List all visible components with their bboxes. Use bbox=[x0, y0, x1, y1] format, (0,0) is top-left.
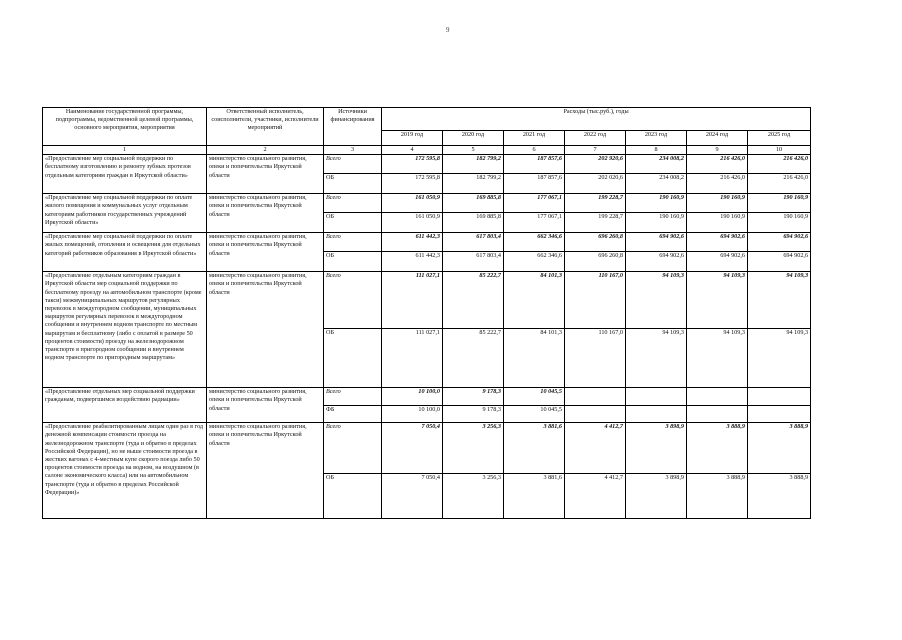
total-value: 694 902,6 bbox=[626, 233, 687, 252]
total-value: 177 067,1 bbox=[504, 194, 565, 213]
total-value: 182 799,2 bbox=[443, 155, 504, 174]
source-value: 110 167,0 bbox=[565, 329, 626, 388]
header-year: 2024 год bbox=[687, 131, 748, 146]
column-number: 6 bbox=[504, 146, 565, 155]
source-value: 182 799,2 bbox=[443, 174, 504, 194]
source-value: 234 008,2 bbox=[626, 174, 687, 194]
budget-table bbox=[42, 107, 811, 519]
header-responsible: Ответственный исполнитель, соисполнители, участники, исполнители мероприятий bbox=[207, 108, 324, 146]
source-value: 199 228,7 bbox=[565, 213, 626, 233]
responsible-executor: министерство социального развития, опеки и попечительства Иркутской области bbox=[207, 388, 324, 423]
source-value: 161 050,9 bbox=[382, 213, 443, 233]
source-label: ОБ bbox=[324, 252, 382, 272]
total-value: 161 050,9 bbox=[382, 194, 443, 213]
total-value: 3 888,9 bbox=[748, 423, 811, 474]
table-row bbox=[43, 388, 811, 406]
total-value: 3 888,9 bbox=[687, 423, 748, 474]
responsible-executor: министерство социального развития, опеки и попечительства Иркутской области bbox=[207, 233, 324, 272]
column-number: 9 bbox=[687, 146, 748, 155]
source-value: 202 020,6 bbox=[565, 174, 626, 194]
header-year: 2020 год bbox=[443, 131, 504, 146]
column-number: 4 bbox=[382, 146, 443, 155]
header-expenses: Расходы (тыс.руб.), годы bbox=[382, 108, 811, 131]
total-value: 3 256,3 bbox=[443, 423, 504, 474]
source-total-label: Всего bbox=[324, 423, 382, 474]
source-value: 94 109,3 bbox=[748, 329, 811, 388]
responsible-executor: министерство социального развития, опеки и попечительства Иркутской области bbox=[207, 423, 324, 519]
total-value: 199 228,7 bbox=[565, 194, 626, 213]
source-value: 216 426,0 bbox=[748, 174, 811, 194]
total-value: 662 346,6 bbox=[504, 233, 565, 252]
total-value bbox=[626, 388, 687, 406]
source-value: 169 885,8 bbox=[443, 213, 504, 233]
page-number: 9 bbox=[446, 26, 450, 34]
total-value: 10 100,0 bbox=[382, 388, 443, 406]
source-value: 3 881,6 bbox=[504, 474, 565, 519]
source-value: 7 050,4 bbox=[382, 474, 443, 519]
source-value: 662 346,6 bbox=[504, 252, 565, 272]
total-value: 3 881,6 bbox=[504, 423, 565, 474]
column-number: 5 bbox=[443, 146, 504, 155]
source-value: 94 109,3 bbox=[687, 329, 748, 388]
total-value: 190 160,9 bbox=[626, 194, 687, 213]
total-value: 611 442,3 bbox=[382, 233, 443, 252]
responsible-executor: министерство социального развития, опеки и попечительства Иркутской области bbox=[207, 194, 324, 233]
total-value: 187 857,6 bbox=[504, 155, 565, 174]
column-number: 1 bbox=[43, 146, 207, 155]
measure-name: «Предоставление реабилитированным лицам один раз в год денежной компенсации стоимости проезда на железнодорожном транспорте (туда и обратно в пределах Российской Федерации), но не выше стоимости проезда в жестких вагонах с 4-местным купе скорого поезда либо 50 процентов стоимости проезда на водном, на воздушном (в салоне экономического класса) или на автомобильном транспорте (туда и обратно в пределах Российской Федерации)» bbox=[43, 423, 207, 519]
total-value: 94 109,3 bbox=[626, 272, 687, 329]
source-value bbox=[565, 406, 626, 423]
total-value bbox=[748, 388, 811, 406]
total-value: 94 109,3 bbox=[748, 272, 811, 329]
total-value: 4 412,7 bbox=[565, 423, 626, 474]
source-value: 611 442,3 bbox=[382, 252, 443, 272]
source-value: 85 222,7 bbox=[443, 329, 504, 388]
source-value: 3 898,9 bbox=[626, 474, 687, 519]
total-value: 696 260,8 bbox=[565, 233, 626, 252]
source-value: 617 803,4 bbox=[443, 252, 504, 272]
source-value: 172 595,8 bbox=[382, 174, 443, 194]
source-label: ОБ bbox=[324, 474, 382, 519]
total-value: 190 160,9 bbox=[748, 194, 811, 213]
source-value: 10 045,5 bbox=[504, 406, 565, 423]
table-row bbox=[43, 233, 811, 252]
total-value: 85 222,7 bbox=[443, 272, 504, 329]
header-name: Наименование государственной программы, подпрограммы, ведомственной целевой программы, основного мероприятия, мероприятия bbox=[43, 108, 207, 146]
total-value: 3 898,9 bbox=[626, 423, 687, 474]
measure-name: «Предоставление мер социальной поддержки по оплате жилых помещений, отопления и освещения для отдельных категорий работников образования в Иркутской области» bbox=[43, 233, 207, 272]
total-value bbox=[687, 388, 748, 406]
header-year: 2019 год bbox=[382, 131, 443, 146]
source-value: 190 160,9 bbox=[687, 213, 748, 233]
source-total-label: Всего bbox=[324, 272, 382, 329]
source-value bbox=[748, 406, 811, 423]
total-value: 216 426,0 bbox=[748, 155, 811, 174]
source-value: 4 412,7 bbox=[565, 474, 626, 519]
source-value: 84 101,3 bbox=[504, 329, 565, 388]
measure-name: «Предоставление мер социальной поддержки по оплате жилого помещения и коммунальных услуг отдельным категориям работников государственных учреждений Иркутской области» bbox=[43, 194, 207, 233]
source-value: 190 160,9 bbox=[626, 213, 687, 233]
source-value: 187 857,6 bbox=[504, 174, 565, 194]
total-value: 110 167,0 bbox=[565, 272, 626, 329]
source-value: 10 100,0 bbox=[382, 406, 443, 423]
header-year: 2025 год bbox=[748, 131, 811, 146]
total-value: 617 803,4 bbox=[443, 233, 504, 252]
source-value: 694 902,6 bbox=[748, 252, 811, 272]
column-number: 7 bbox=[565, 146, 626, 155]
measure-name: «Предоставление мер социальной поддержки по бесплатному изготовлению и ремонту зубных протезов отдельным категориям граждан в Иркутской области» bbox=[43, 155, 207, 194]
header-year: 2021 год bbox=[504, 131, 565, 146]
source-total-label: Всего bbox=[324, 233, 382, 252]
total-value: 7 050,4 bbox=[382, 423, 443, 474]
source-value: 694 902,6 bbox=[687, 252, 748, 272]
responsible-executor: министерство социального развития, опеки и попечительства Иркутской области bbox=[207, 272, 324, 388]
source-value: 696 260,8 bbox=[565, 252, 626, 272]
source-value: 3 888,9 bbox=[748, 474, 811, 519]
total-value: 202 920,6 bbox=[565, 155, 626, 174]
total-value: 216 426,0 bbox=[687, 155, 748, 174]
source-total-label: Всего bbox=[324, 155, 382, 174]
column-number: 8 bbox=[626, 146, 687, 155]
total-value: 84 101,3 bbox=[504, 272, 565, 329]
total-value: 9 178,3 bbox=[443, 388, 504, 406]
responsible-executor: министерство социального развития, опеки и попечительства Иркутской области bbox=[207, 155, 324, 194]
column-number: 10 bbox=[748, 146, 811, 155]
source-value bbox=[626, 406, 687, 423]
total-value: 172 595,8 bbox=[382, 155, 443, 174]
table-row bbox=[43, 423, 811, 474]
table-row bbox=[43, 272, 811, 329]
source-value: 9 178,3 bbox=[443, 406, 504, 423]
source-value: 111 027,1 bbox=[382, 329, 443, 388]
source-value: 190 160,9 bbox=[748, 213, 811, 233]
total-value bbox=[565, 388, 626, 406]
source-value: 3 888,9 bbox=[687, 474, 748, 519]
table-row bbox=[43, 155, 811, 174]
source-label: ОБ bbox=[324, 329, 382, 388]
source-value: 94 109,3 bbox=[626, 329, 687, 388]
source-label: ОБ bbox=[324, 213, 382, 233]
total-value: 10 045,5 bbox=[504, 388, 565, 406]
header-year: 2022 год bbox=[565, 131, 626, 146]
header-year: 2023 год bbox=[626, 131, 687, 146]
total-value: 694 902,6 bbox=[687, 233, 748, 252]
total-value: 190 160,9 bbox=[687, 194, 748, 213]
header-sources: Источники финансирования bbox=[324, 108, 382, 146]
source-value: 216 426,0 bbox=[687, 174, 748, 194]
total-value: 111 027,1 bbox=[382, 272, 443, 329]
source-label: ФБ bbox=[324, 406, 382, 423]
source-total-label: Всего bbox=[324, 194, 382, 213]
source-value: 3 256,3 bbox=[443, 474, 504, 519]
measure-name: «Предоставление отдельных мер социальной поддержки гражданам, подвергшимся воздействию радиации» bbox=[43, 388, 207, 423]
source-value: 177 067,1 bbox=[504, 213, 565, 233]
table-row bbox=[43, 194, 811, 213]
source-total-label: Всего bbox=[324, 388, 382, 406]
measure-name: «Предоставление отдельным категориям граждан в Иркутской области мер социальной поддержки по бесплатному проезду на автомобильном транспорте (кроме такси) межмуниципальных маршрутов регулярных перевозок в междугородном сообщении, муниципальных маршрутов регулярных перевозок в междугородном сообщении и внутреннем водном транспорте по местным маршрутам и бесплатному (либо с оплатой в размере 50 процентов стоимости) проезду на железнодорожном транспорте в пригородном сообщении и внутреннем водном транспорте по пригородным маршрутам» bbox=[43, 272, 207, 388]
source-value: 694 902,6 bbox=[626, 252, 687, 272]
source-label: ОБ bbox=[324, 174, 382, 194]
total-value: 94 109,3 bbox=[687, 272, 748, 329]
column-number: 3 bbox=[324, 146, 382, 155]
column-number: 2 bbox=[207, 146, 324, 155]
source-value bbox=[687, 406, 748, 423]
total-value: 694 902,6 bbox=[748, 233, 811, 252]
total-value: 169 885,8 bbox=[443, 194, 504, 213]
total-value: 234 008,2 bbox=[626, 155, 687, 174]
